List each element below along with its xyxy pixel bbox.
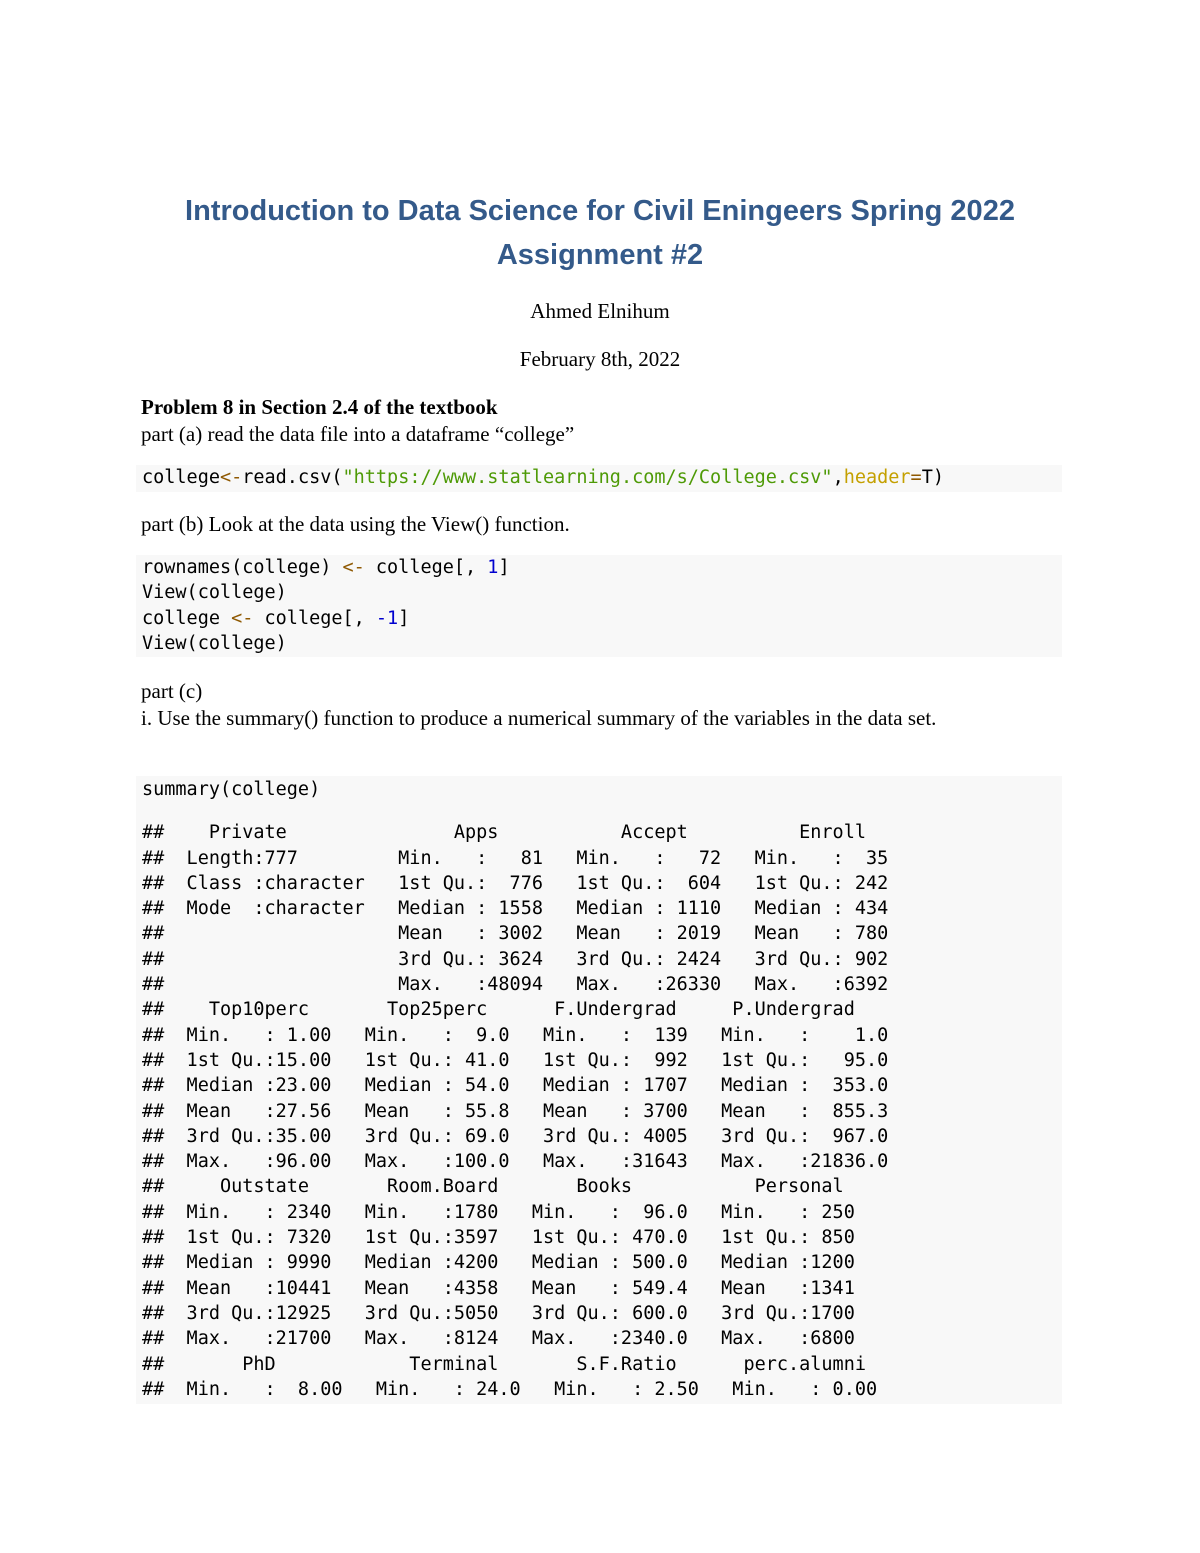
code-line bbox=[142, 631, 1062, 656]
problem-heading bbox=[141, 394, 1061, 421]
code-token-operator: <- bbox=[231, 607, 254, 629]
document-title-line-1: Introduction to Data Science for Civil Eningeers Spring 2022 bbox=[185, 195, 1015, 227]
output-line: ## Max. :96.00 Max. :100.0 Max. :31643 Max. :21836.0 bbox=[142, 1151, 911, 1173]
code-token-operator: <- bbox=[219, 467, 243, 488]
output-line: ## Top10perc Top25perc F.Undergrad P.Undergrad bbox=[142, 999, 911, 1021]
part-c-label: part (c) bbox=[141, 679, 203, 703]
output-line: ## Min. : 8.00 Min. : 24.0 Min. : 2.50 Min. : 0.00 bbox=[142, 1378, 900, 1400]
output-line: ## Mean : 3002 Mean : 2019 Mean : 780 bbox=[142, 923, 911, 945]
document-title-line-2: Assignment #2 bbox=[496, 239, 704, 271]
output-line: ## 3rd Qu.: 3624 3rd Qu.: 2424 3rd Qu.: 902 bbox=[142, 948, 911, 970]
code-token: View(college) bbox=[142, 582, 287, 604]
code-block-part-b bbox=[136, 555, 1062, 657]
code-token-string: "https://www.statlearning.com/s/College.csv" bbox=[342, 467, 833, 488]
code-token: college bbox=[142, 607, 232, 629]
code-block-part-a bbox=[136, 465, 1062, 492]
code-line bbox=[142, 465, 1062, 490]
output-line: ## Max. :48094 Max. :26330 Max. :6392 bbox=[142, 974, 911, 996]
code-line bbox=[142, 555, 1062, 580]
code-token-number: -1 bbox=[375, 607, 399, 629]
output-line: ## Outstate Room.Board Books Personal bbox=[142, 1176, 889, 1198]
code-token: ) bbox=[932, 467, 944, 488]
output-line: ## Mode :character Median : 1558 Median : 1110 Median : 434 bbox=[142, 898, 911, 920]
code-token: college[, bbox=[364, 557, 488, 578]
output-line: ## Median : 9990 Median :4200 Median : 500.0 Median :1200 bbox=[142, 1252, 878, 1274]
output-line: ## 1st Qu.: 7320 1st Qu.:3597 1st Qu.: 470.0 1st Qu.: 850 bbox=[142, 1227, 878, 1249]
output-line: ## Class :character 1st Qu.: 776 1st Qu.: 604 1st Qu.: 242 bbox=[142, 872, 911, 894]
code-token: T bbox=[921, 467, 933, 488]
code-line bbox=[142, 606, 1062, 631]
code-token: ] bbox=[398, 607, 410, 629]
output-line: ## PhD Terminal S.F.Ratio perc.alumni bbox=[142, 1353, 889, 1375]
output-line: ## Private Apps Accept Enroll bbox=[142, 822, 911, 844]
output-line: ## Max. :21700 Max. :8124 Max. :2340.0 Max. :6800 bbox=[142, 1328, 878, 1350]
problem-heading-text: Problem 8 in Section 2.4 of the textbook bbox=[141, 395, 498, 419]
output-line: ## Median :23.00 Median : 54.0 Median : 1707 Median : 353.0 bbox=[142, 1075, 911, 1097]
code-token-operator: = bbox=[910, 467, 922, 488]
output-line: ## Min. : 1.00 Min. : 9.0 Min. : 139 Min. : 1.0 bbox=[142, 1024, 911, 1046]
code-token: college[, bbox=[253, 607, 376, 629]
code-block-summary bbox=[136, 776, 1062, 1404]
output-line: ## 3rd Qu.:12925 3rd Qu.:5050 3rd Qu.: 600.0 3rd Qu.:1700 bbox=[142, 1302, 878, 1324]
code-line bbox=[142, 580, 1062, 605]
part-b-text: part (b) Look at the data using the View() function. bbox=[141, 512, 570, 536]
output-line: ## Mean :10441 Mean :4358 Mean : 549.4 Mean :1341 bbox=[142, 1277, 878, 1299]
code-token: read.csv( bbox=[242, 467, 343, 488]
output-line: ## 1st Qu.:15.00 1st Qu.: 41.0 1st Qu.: 992 1st Qu.: 95.0 bbox=[142, 1049, 911, 1071]
code-token: View(college) bbox=[142, 633, 287, 655]
output-line: ## Min. : 2340 Min. :1780 Min. : 96.0 Min. : 250 bbox=[142, 1201, 878, 1223]
code-blank-line bbox=[142, 802, 1062, 820]
part-c-item-i: i. Use the summary() function to produce a numerical summary of the variables in the data set. bbox=[141, 706, 937, 730]
author-name: Ahmed Elnihum bbox=[530, 299, 670, 323]
code-token: ] bbox=[498, 557, 510, 578]
code-token: , bbox=[832, 467, 844, 488]
code-token-argument: header bbox=[843, 467, 911, 488]
code-line: summary(college) bbox=[142, 779, 321, 800]
output-line: ## Mean :27.56 Mean : 55.8 Mean : 3700 Mean : 855.3 bbox=[142, 1100, 911, 1122]
output-line: ## 3rd Qu.:35.00 3rd Qu.: 69.0 3rd Qu.: 4005 3rd Qu.: 967.0 bbox=[142, 1125, 911, 1147]
part-a-text: part (a) read the data file into a dataframe “college” bbox=[141, 422, 575, 446]
code-token: college bbox=[142, 467, 220, 488]
code-token-number: 1 bbox=[487, 557, 499, 578]
summary-output bbox=[142, 820, 1062, 1402]
document-date: February 8th, 2022 bbox=[519, 347, 681, 371]
code-token: rownames(college) bbox=[142, 557, 343, 578]
code-token-operator: <- bbox=[342, 557, 365, 578]
output-line: ## Length:777 Min. : 81 Min. : 72 Min. : 35 bbox=[142, 847, 911, 869]
